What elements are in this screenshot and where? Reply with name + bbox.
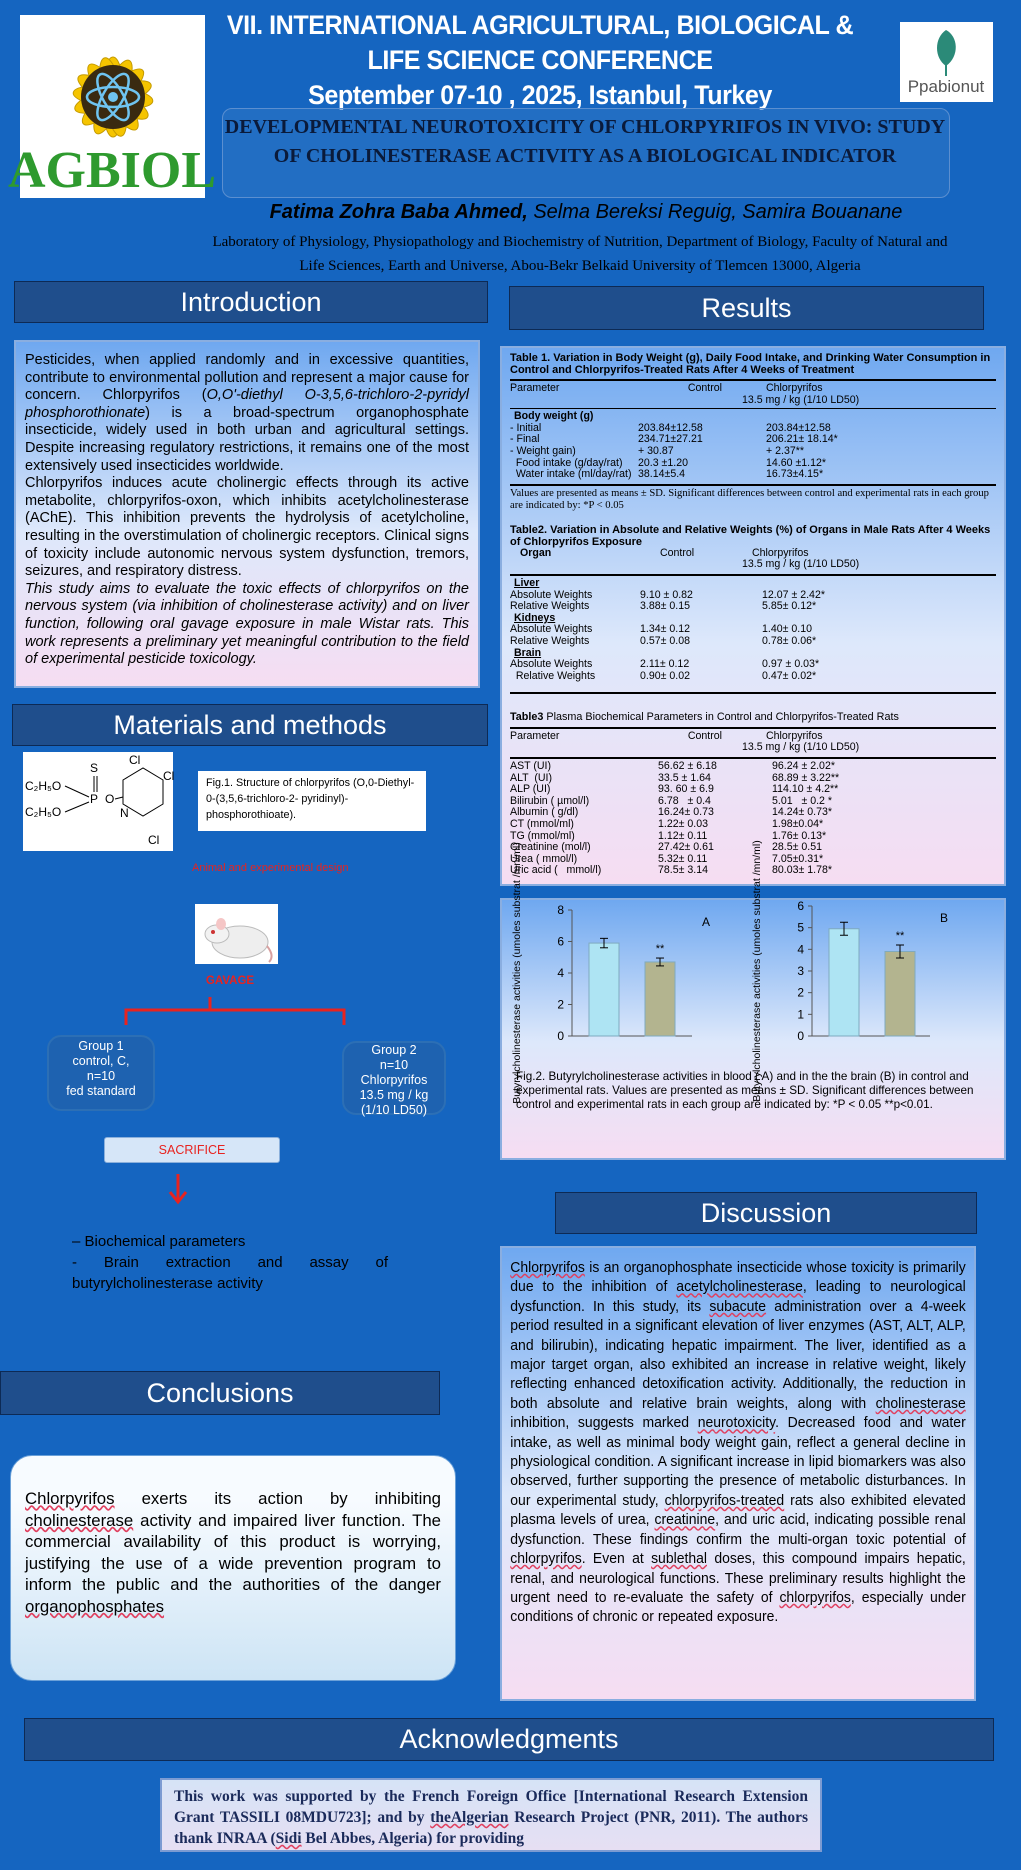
svg-text:N: N: [120, 806, 129, 820]
discussion-term: creatinine: [654, 1511, 716, 1529]
svg-text:O: O: [105, 792, 115, 806]
discussion-panel: [500, 1246, 976, 1701]
table-row: [510, 423, 996, 435]
table-cell: 3.88± 0.15: [640, 600, 690, 613]
chlorpyrifos-structure: [23, 752, 173, 851]
intro-text: ) is a broad-spectrum organophosphate insecticide, widely used in both urban and agricultural settings. Despite increasing regulatory restrictions, it remains one of the most extensively used insecticides worldwide.: [25, 404, 469, 474]
table-row: [510, 773, 996, 785]
down-arrow-icon: [166, 1172, 190, 1208]
table-cell: 206.21± 18.14*: [766, 433, 838, 446]
table2-organ: Kidneys: [514, 611, 556, 624]
discussion-text-run: , especially under conditions of chronic or repeated exposure.: [510, 1588, 966, 1626]
rat-image: [195, 904, 278, 964]
conclusion-text: cholinesterase: [25, 1510, 134, 1530]
bar: [885, 952, 915, 1037]
table-row: [510, 761, 996, 773]
results-heading: Results: [509, 286, 984, 330]
y-tick-label: 4: [557, 966, 564, 980]
bullet-brain-assay: - Brain extraction and assay of butyrylcholinesterase activity: [72, 1254, 388, 1292]
acknowledgments-heading: Acknowledgments: [24, 1718, 994, 1761]
table-cell: Creatinine (mol/l): [510, 841, 591, 854]
table1-title: Table 1. Variation in Body Weight (g), Daily Food Intake, and Drinking Water Consumption in Control and Chlorpyrifos-Treated Rats After 4 Weeks of Treatment: [510, 352, 991, 376]
table-cell: 5.32± 0.11: [658, 852, 708, 865]
table-cell: 5.01 ± 0.2 *: [772, 794, 832, 807]
table-cell: Albumin ( g/dl): [510, 806, 579, 819]
table-row: [510, 671, 996, 683]
discussion-term: chlorpyrifos: [510, 1550, 582, 1568]
discussion-text-run: is an organophosphate insecticide whose toxicity is primarily due to the inhibition of: [510, 1259, 966, 1296]
fig1-caption: Fig.1. Structure of chlorpyrifos (O,0-Diethyl-0-(3,5,6-trichloro-2- pyridinyl)-phosphorothioate).: [198, 771, 426, 831]
table-cell: 16.24± 0.73: [658, 806, 714, 819]
y-tick-label: 2: [557, 997, 564, 1012]
group-1-line: fed standard: [66, 1084, 136, 1098]
table-cell: 96.24 ± 2.02*: [772, 760, 835, 773]
ppabionut-logo: [900, 22, 993, 102]
table-row: [510, 636, 996, 648]
table-cell: 7.05±0.31*: [772, 852, 824, 865]
agbiol-logo: [7, 15, 217, 199]
table-cell: 56.62 ± 6.18: [658, 760, 717, 773]
bar: [589, 943, 619, 1036]
conclusion-text: Chlorpyrifos: [25, 1489, 115, 1508]
table-cell: 203.84±12.58: [766, 421, 831, 434]
table2-organ: Brain: [514, 646, 542, 659]
acknowledgments-panel: [160, 1778, 822, 1852]
y-tick-label: 6: [797, 899, 804, 913]
agbiol-logo-text: AGBIOL: [7, 142, 217, 199]
ack-text: Bel Abbes, Algeria) for providing: [301, 1830, 524, 1847]
table-cell: 27.42± 0.61: [658, 841, 714, 854]
y-tick-label: 6: [557, 934, 564, 949]
table-cell: Bilirubin ( µmol/l): [510, 794, 590, 807]
table2-col-header: Chlorpyrifos: [752, 546, 809, 559]
gavage-label: GAVAGE: [205, 975, 255, 987]
table-cell: 93. 60 ± 6.9: [658, 783, 714, 796]
table-cell: - Weight gain): [510, 444, 576, 457]
table-cell: 9.10 ± 0.82: [640, 588, 693, 601]
discussion-text-run: . Decreased food and water intake, as well as minimal body weight gain, reflect a general decline in physiological condition. A significant increase in lipid biomarkers was also observed, further supporting the presence of metabolic disturbances. In our experimental study,: [510, 1414, 966, 1509]
conference-line-3: September 07-10 , 2025, Istanbul, Turkey: [308, 80, 772, 110]
table-cell: 1.12± 0.11: [658, 829, 708, 842]
group-1-line: control, C,: [72, 1054, 130, 1068]
svg-text:Cl: Cl: [129, 753, 141, 767]
table3-col-header: Parameter: [510, 729, 560, 742]
table-cell: Relative Weights: [510, 600, 590, 613]
y-tick-label: 0: [797, 1029, 804, 1043]
table1-header: [510, 383, 996, 395]
table-cell: 5.85± 0.12*: [762, 600, 817, 613]
table-cell: 1.98±0.04*: [772, 818, 824, 831]
conclusion-text: organophosphates: [25, 1596, 165, 1616]
svg-text:S: S: [90, 761, 99, 775]
table1-col-subheader: 13.5 mg / kg (1/10 LD50): [742, 393, 860, 406]
poster-title: DEVELOPMENTAL NEUROTOXICITY OF CHLORPYRIFOS IN VIVO: STUDY OF CHOLINESTERASE ACTIVITY AS A BIOLOGICAL INDICATOR: [224, 116, 946, 167]
table-cell: Uric acid ( mmol/l): [510, 864, 602, 877]
y-tick-label: 2: [797, 985, 804, 1000]
table3-title: Plasma Biochemical Parameters in Control and Chlorpyrifos-Treated Rats: [543, 711, 899, 724]
table-cell: Water intake (ml/day/rat): [510, 468, 632, 481]
discussion-heading: Discussion: [555, 1192, 977, 1234]
group-2-line: (1/10 LD50): [360, 1103, 427, 1117]
bar: [829, 929, 859, 1036]
table2-col-header: Control: [660, 546, 695, 559]
authors: [222, 201, 950, 224]
group-2-line: 13.5 mg / kg: [359, 1088, 429, 1102]
table-cell: + 30.87: [638, 444, 674, 457]
results-tables-panel: [500, 346, 1006, 886]
table-row: [510, 446, 996, 458]
intro-chemical-name: O,O'-diethyl O-3,5,6-trichloro-2-pyridyl phosphorothionate: [25, 387, 469, 421]
discussion-text: [502, 1248, 974, 1637]
table-cell: + 2.37**: [766, 444, 804, 457]
table1-col-header: Parameter: [510, 382, 560, 394]
table-cell: 6.78 ± 0.4: [658, 794, 711, 807]
sacrifice-box: SACRIFICE: [104, 1137, 280, 1163]
discussion-term: neurotoxicity: [697, 1414, 776, 1432]
discussion-term: sublethal: [651, 1550, 708, 1568]
table-cell: 80.03± 1.78*: [772, 864, 833, 877]
table2-organ: Liver: [514, 576, 540, 589]
table3-title-label: Table3: [510, 711, 544, 724]
ack-text: theAlgerian: [430, 1809, 509, 1826]
table-cell: Relative Weights: [510, 669, 596, 682]
introduction-panel: [14, 340, 480, 688]
table-cell: ALT (UI): [510, 771, 552, 784]
bullet-biochemical: – Biochemical parameters: [72, 1233, 246, 1250]
table-cell: 1.40± 0.10: [762, 623, 812, 636]
significance-label: **: [655, 943, 665, 956]
table-cell: Absolute Weights: [510, 588, 593, 601]
table-cell: 0.97 ± 0.03*: [762, 658, 820, 671]
table1-col-header: Control: [687, 382, 722, 394]
table-cell: Urea ( mmol/l): [510, 852, 578, 865]
discussion-term: subacute: [709, 1297, 767, 1315]
table-cell: Absolute Weights: [510, 658, 593, 671]
table-cell: 38.14±5.4: [638, 468, 686, 481]
table-cell: - Initial: [510, 421, 542, 434]
table2-title: Table2. Variation in Absolute and Relative Weights (%) of Organs in Male Rats After 4 Weeks of Chlorpyrifos Exposure: [510, 523, 991, 548]
table-cell: 12.07 ± 2.42*: [762, 588, 825, 601]
table3-col-header: Control: [687, 729, 722, 742]
table-cell: 2.11± 0.12: [640, 658, 690, 671]
y-tick-label: 1: [797, 1007, 804, 1022]
table-row: [510, 659, 996, 671]
table-cell: 1.22± 0.03: [658, 818, 708, 831]
panel-label: B: [940, 911, 949, 925]
table-cell: 28.5± 0.51: [772, 841, 822, 854]
discussion-text-run: . Even at: [581, 1550, 652, 1568]
group-2-line: n=10: [379, 1058, 409, 1072]
ppabionut-logo-text: Ppabionut: [907, 77, 985, 96]
y-tick-label: 0: [557, 1029, 564, 1043]
group-1-line: Group 1: [78, 1039, 124, 1053]
table-cell: 33.5 ± 1.64: [658, 771, 711, 784]
table1-body: [510, 423, 996, 481]
co-authors: Selma Bereksi Reguig, Samira Bouanane: [527, 201, 903, 223]
table-cell: 114.10 ± 4.2**: [772, 783, 839, 796]
table-row: [510, 807, 996, 819]
discussion-text-run: rats also exhibited elevated plasma levels of urea,: [510, 1491, 966, 1529]
discussion-text-run: administration over a 4-week period resulted in a significant elevation of liver enzymes (AST, ALT, ALP, and bilirubin), indicating hepatic impairment. The liver, identified as a major target organ, also exhibited an increase in relative weight, likely reflecting enhanced detoxification activity. Additionally, the reduction in both absolute and relative brain weights, along with: [510, 1297, 966, 1412]
table-cell: Relative Weights: [510, 634, 590, 647]
group-2-box: [342, 1041, 446, 1115]
table-cell: AST (UI): [510, 760, 552, 773]
ack-text: This work was supported by the French Foreign Office [International Research Extension Grant TASSILI 08MDU723]; and by: [174, 1788, 808, 1826]
table2-col-header: Organ: [520, 546, 552, 559]
table-cell: 16.73±4.15*: [766, 468, 824, 481]
discussion-term: chlorpyrifos: [779, 1588, 851, 1606]
table3-col-header: Chlorpyrifos: [766, 729, 823, 742]
table-cell: 1.76± 0.13*: [772, 829, 827, 842]
significance-label: **: [895, 930, 905, 942]
ack-text: Sidi: [275, 1830, 302, 1847]
table-cell: 20.3 ±1.20: [638, 456, 688, 469]
intro-paragraph-3: This study aims to evaluate the toxic effects of chlorpyrifos on the nervous system (via inhibition of cholinesterase activity) and on liver function, following oral gavage exposure in male Wistar rats. This work represents a preliminary yet meaningful contribution to the field of experimental pesticide toxicology.: [25, 580, 469, 668]
table3-col-subheader: 13.5 mg / kg (1/10 LD50): [742, 741, 860, 754]
svg-text:P: P: [90, 792, 99, 806]
table-cell: ALP (UI): [510, 783, 551, 796]
discussion-term: chlorpyrifos-treated: [664, 1491, 785, 1509]
bar: [645, 962, 675, 1036]
table2-col-subheader: 13.5 mg / kg (1/10 LD50): [742, 558, 860, 571]
group-2-line: Chlorpyrifos: [360, 1073, 428, 1087]
svg-text:C₂H₅O: C₂H₅O: [25, 805, 62, 819]
table-cell: 1.34± 0.12: [640, 623, 690, 636]
y-tick-label: 3: [797, 964, 804, 978]
intro-paragraph-1: [25, 352, 469, 475]
table1-note: Values are presented as means ± SD. Significant differences between control and experimental rats in each group are indicated by: *P < 0.05: [510, 487, 989, 511]
gavage-connector: [120, 995, 360, 1030]
table-cell: TG (mmol/ml): [510, 829, 575, 842]
table-cell: Food intake (g/day/rat): [510, 456, 623, 469]
methods-heading: Materials and methods: [12, 704, 488, 746]
y-axis-label: Butyrylcholinesterase activities (umoles substrat /mn/ml): [751, 840, 763, 1102]
y-tick-label: 8: [557, 903, 564, 917]
conference-line-2: LIFE SCIENCE CONFERENCE: [367, 45, 713, 75]
affiliation: Laboratory of Physiology, Physiopathology and Biochemistry of Nutrition, Department of Biology, Faculty of Natural and Life Sciences, Earth and Universe, Abou-Bekr Belkaid University of Tlemcen 13000, Algeria: [212, 234, 948, 274]
table-cell: 68.89 ± 3.22**: [772, 771, 840, 784]
table-cell: 234.71±27.21: [638, 433, 703, 446]
methods-bullets: [72, 1231, 388, 1294]
ack-text: Research Project (PNR, 2011). The authors thank INRAA (: [174, 1809, 808, 1847]
intro-text: Pesticides, when applied randomly and in excessive quantities, contribute to environmental pollution and represent a major cause for concern. Chlorpyrifos (: [25, 352, 469, 404]
group-1-line: n=10: [86, 1069, 116, 1083]
discussion-text-run: , and uric acid, indicating possible renal dysfunction. These findings confirm the multi-organ toxic potential of: [510, 1511, 966, 1548]
table-cell: 0.90± 0.02: [640, 669, 690, 682]
group-2-line: Group 2: [371, 1043, 417, 1057]
table-cell: 203.84±12.58: [638, 421, 703, 434]
table-cell: 14.60 ±1.12*: [766, 456, 827, 469]
conference-line-1: VII. INTERNATIONAL AGRICULTURAL, BIOLOGICAL &: [226, 10, 854, 40]
discussion-text-run: doses, this compound impairs hepatic, renal, and neurological functions. These preliminary results highlight the urgent need to re-evaluate the safety of: [510, 1550, 966, 1606]
conclusions-panel: [10, 1455, 456, 1681]
svg-text:Cl: Cl: [148, 833, 160, 847]
conference-header: [205, 8, 875, 113]
conclusion-text: activity and impaired liver function. The commercial availability of this product is worrying, justifying the use of a wide prevention program to inform the public and the authorities of the danger: [25, 1510, 441, 1594]
table-row: [510, 469, 996, 481]
table-cell: 0.78± 0.06*: [762, 634, 817, 647]
table-cell: 78.5± 3.14: [658, 864, 708, 877]
discussion-term: acetylcholinesterase: [676, 1278, 803, 1296]
table-row: [510, 819, 996, 831]
introduction-heading: Introduction: [14, 281, 488, 323]
discussion-text-run: inhibition, suggests marked: [510, 1414, 698, 1432]
group-1-box: [47, 1035, 155, 1111]
animal-design-label: Animal and experimental design: [192, 862, 349, 874]
y-tick-label: 5: [797, 920, 804, 935]
table-row: [510, 434, 996, 446]
table-cell: Absolute Weights: [510, 623, 593, 636]
y-tick-label: 4: [797, 942, 804, 957]
table1-col-header: Chlorpyrifos: [766, 382, 823, 394]
table-row: [510, 796, 996, 808]
intro-paragraph-2: Chlorpyrifos induces acute cholinergic effects through its active metabolite, chlorpyrifos-oxon, which inhibits acetylcholinesterase (AChE). This inhibition prevents the hydrolysis of acetylcholine, resulting in the overstimulation of cholinergic receptors. Clinical signs of toxicity include autonomic nervous system dysfunction, tremors, seizures, and respiratory distress.: [25, 475, 469, 580]
conclusions-heading: Conclusions: [0, 1371, 440, 1415]
panel-label: A: [702, 915, 711, 929]
svg-text:Cl: Cl: [163, 769, 175, 783]
table2-body: [510, 578, 996, 682]
table1-group: Body weight (g): [514, 410, 594, 423]
fig2-caption: Fig.2. Butyrylcholinesterase activities in blood ( A) and in the the brain (B) in control and experimental rats. Values are presented as means ± SD. Significant differences between control and experimental rats in each group are indicated by: *P < 0.05 **p<0.01.: [516, 1070, 974, 1111]
discussion-term: Chlorpyrifos: [510, 1259, 585, 1276]
discussion-text-run: , leading to neurological dysfunction. In this study, its: [510, 1278, 966, 1315]
table-cell: - Final: [510, 433, 540, 446]
y-axis-label: Butyrylcholinesterase activities (umoles substrat /mn/ml): [511, 842, 523, 1104]
discussion-term: cholinesterase: [875, 1394, 966, 1412]
svg-text:C₂H₅O: C₂H₅O: [25, 779, 62, 793]
conclusion-text: exerts its action by inhibiting: [114, 1489, 441, 1508]
first-author: Fatima Zohra Baba Ahmed,: [269, 201, 528, 223]
table-cell: CT (mmol/ml): [510, 818, 574, 831]
table-cell: 0.57± 0.08: [640, 634, 690, 647]
table-cell: 0.47± 0.02*: [762, 669, 817, 682]
table-cell: 14.24± 0.73*: [772, 806, 833, 819]
table-row: [510, 601, 996, 613]
